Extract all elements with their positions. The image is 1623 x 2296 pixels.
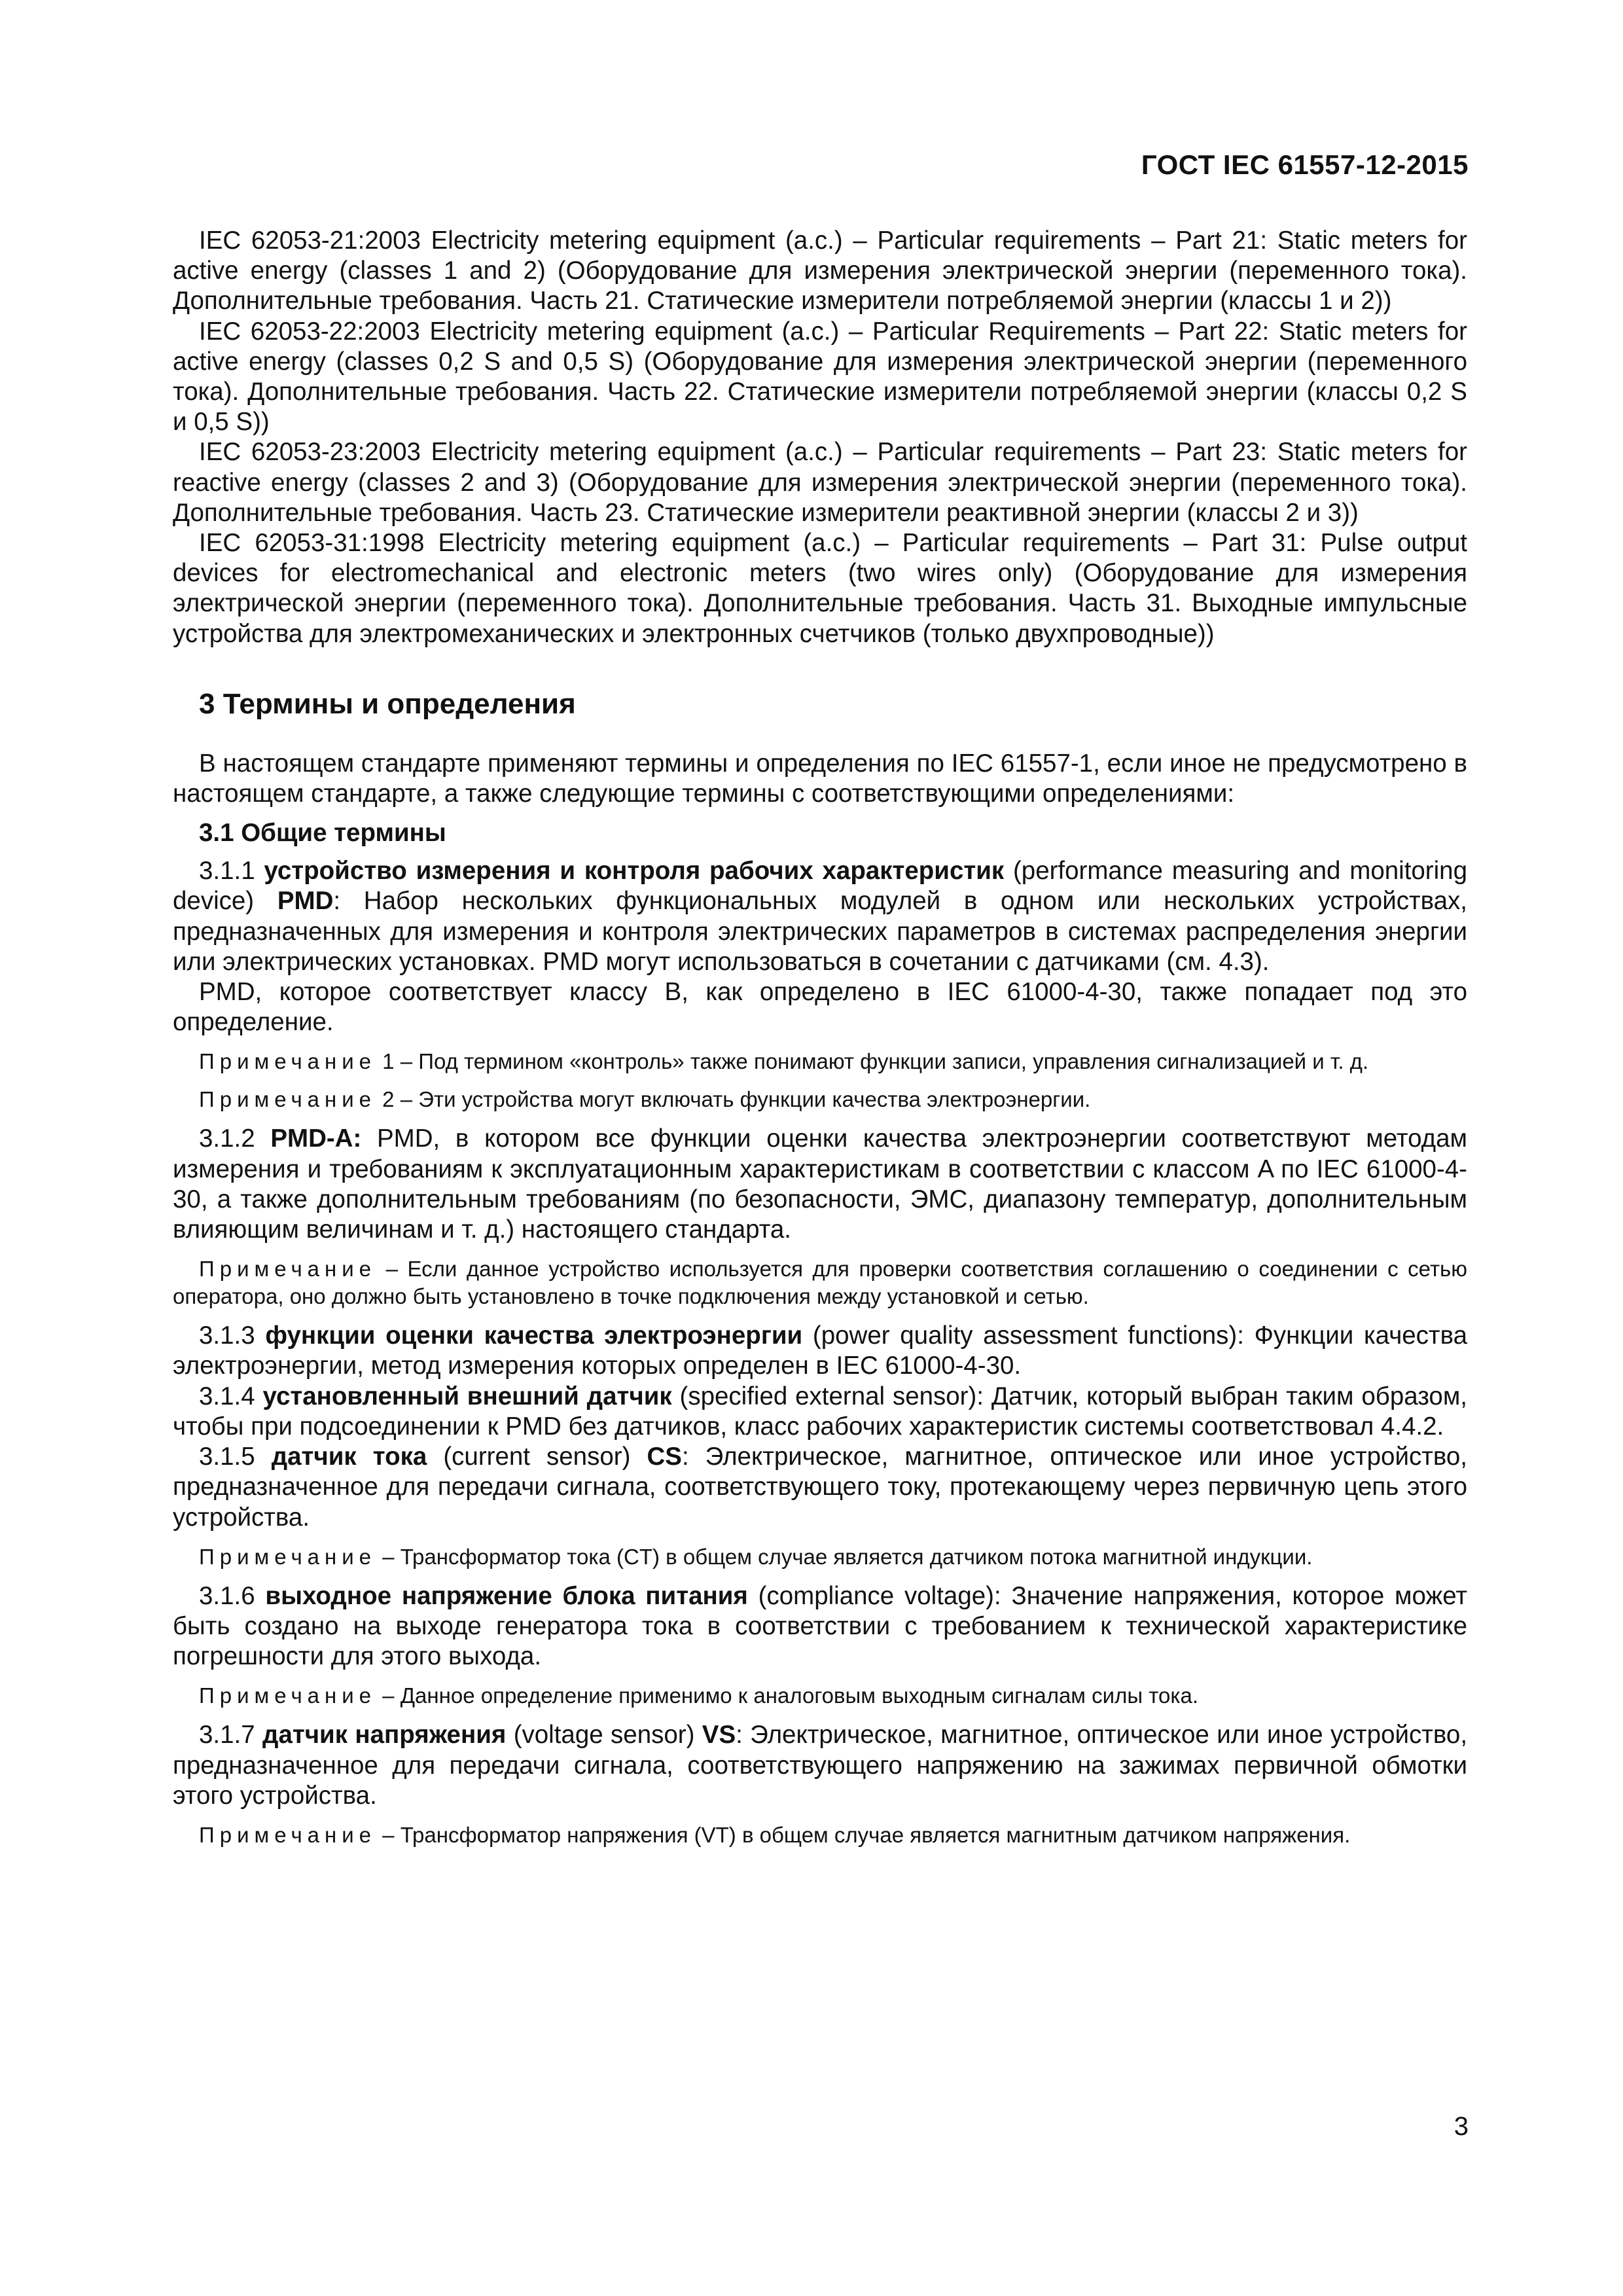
term-3-1-1-extra: PMD, которое соответствует классу B, как определено в IEC 61000-4-30, также попадает под это определение. xyxy=(173,978,1467,1037)
term-definition: : Электрическое, магнитное, оптическое или иное устройство, предназначенное для передачи сигнала, соответствующего напряжению на зажимах первичной обмотки этого устройства. xyxy=(173,1721,1468,1810)
note-label: Примечание xyxy=(199,1544,377,1569)
section-intro: В настоящем стандарте применяют термины и определения по IEC 61557-1, если иное не предусмотрено в настоящем стандарте, а также следующие термины с соответствующими определениями: xyxy=(173,749,1467,808)
note-text: – Трансформатор тока (CT) в общем случае является датчиком потока магнитной индукции. xyxy=(376,1544,1313,1569)
note-text: – Эти устройства могут включать функции качества электроэнергии. xyxy=(394,1087,1091,1112)
term-3-1-2 xyxy=(173,1124,1467,1245)
note-3-1-1-1 xyxy=(173,1048,1467,1075)
term-3-1-5 xyxy=(173,1442,1467,1533)
term-name: датчик тока xyxy=(271,1443,427,1471)
term-3-1-6 xyxy=(173,1581,1467,1672)
term-abbreviation: CS xyxy=(647,1443,682,1471)
note-3-1-7 xyxy=(173,1821,1467,1849)
term-number: 3.1.2 xyxy=(199,1124,271,1153)
term-definition: : Набор нескольких функциональных модулей в одном или нескольких устройствах, предназначенных для измерения и контроля электрических параметров в системах распределения энергии или электрических установках. PMD могут использоваться в сочетании с датчиками (см. 4.3). xyxy=(173,887,1467,976)
term-english: (current sensor) xyxy=(427,1443,647,1471)
term-definition: PMD, в котором все функции оценки качества электроэнергии соответствуют методам измерения и требованиям к эксплуатационным характеристикам в соответствии с классом A по IEC 61000-4-30, а также дополнительным требованиям (по безопасности, ЭМС, диапазону температур, дополнительным влияющим величинам и т. д.) настоящего стандарта. xyxy=(173,1124,1467,1244)
term-name: функции оценки качества электроэнергии xyxy=(265,1321,803,1350)
note-text: – Данное определение применимо к аналоговым выходным сигналам силы тока. xyxy=(376,1683,1199,1708)
term-english: (performance measuring and monitoring device) xyxy=(173,857,1468,916)
term-3-1-4 xyxy=(173,1382,1467,1442)
note-label: Примечание xyxy=(199,1049,377,1074)
term-abbreviation: PMD xyxy=(277,887,334,916)
normative-reference-3: IEC 62053-23:2003 Electricity metering equipment (a.c.) – Particular requirements – Part 23: Static meters for reactive energy (classes 2 and 3) (Оборудование для измерения электрической энергии (переменного тока). Дополнительные требования. Часть 23. Статические измерители реактивной энергии (классы 2 и 3)) xyxy=(173,438,1467,527)
subsection-heading: 3.1 Общие термины xyxy=(199,819,446,848)
page-number: 3 xyxy=(1454,2112,1469,2141)
note-number: 1 xyxy=(376,1049,395,1074)
section-heading: 3 Термины и определения xyxy=(199,687,576,720)
note-3-1-6 xyxy=(173,1682,1467,1710)
term-number: 3.1.3 xyxy=(199,1321,266,1350)
term-number: 3.1.7 xyxy=(199,1721,262,1749)
note-label: Примечание xyxy=(199,1822,377,1847)
term-definition: (power quality assessment functions): Функции качества электроэнергии, метод измерения которых определен в IEC 61000-4-30. xyxy=(173,1321,1467,1380)
page-body xyxy=(173,226,1467,1859)
term-number: 3.1.1 xyxy=(199,857,264,886)
note-number: 2 xyxy=(376,1087,395,1112)
note-3-1-5 xyxy=(173,1543,1467,1571)
term-definition: : Электрическое, магнитное, оптическое или иное устройство, предназначенное для передачи сигнала, соответствующего току, протекающему через первичную цепь этого устройства. xyxy=(173,1443,1467,1532)
normative-reference-4: IEC 62053-31:1998 Electricity metering equipment (a.c.) – Particular requirements – Part 31: Pulse output devices for electromechanical and electronic meters (two wires only) (Оборудование для измерения электрической энергии (переменного тока). Дополнительные требования. Часть 31. Выходные импульсные устройства для электромеханических и электронных счетчиков (только двухпроводные)) xyxy=(173,529,1467,648)
term-3-1-3 xyxy=(173,1321,1467,1381)
note-text: – Трансформатор напряжения (VT) в общем случае является магнитным датчиком напряжения. xyxy=(376,1822,1351,1847)
term-3-1-7 xyxy=(173,1720,1467,1811)
term-number: 3.1.4 xyxy=(199,1382,263,1410)
term-definition: (compliance voltage): Значение напряжения, которое может быть создано на выходе генератора тока в соответствии с требованием к технической характеристике погрешности для этого выхода. xyxy=(173,1581,1468,1671)
note-text: – Если данное устройство используется для проверки соответствия соглашению о соединении с сетью оператора, оно должно быть установлено в точке подключения между установкой и сетью. xyxy=(173,1257,1467,1309)
document-code-header: ГОСТ IEC 61557-12-2015 xyxy=(1141,149,1469,180)
term-abbreviation: VS xyxy=(702,1721,736,1749)
note-label: Примечание xyxy=(199,1257,377,1282)
term-definition: (specified external sensor): Датчик, который выбран таким образом, чтобы при подсоединении к PMD без датчиков, класс рабочих характеристик системы соответствовал 4.4.2. xyxy=(173,1382,1468,1441)
normative-reference-1: IEC 62053-21:2003 Electricity metering equipment (a.c.) – Particular requirements – Part 21: Static meters for active energy (classes 1 and 2) (Оборудование для измерения электрической энергии (переменного тока). Дополнительные требования. Часть 21. Статические измерители потребляемой энергии (классы 1 и 2)) xyxy=(173,226,1467,315)
term-name: PMD-A: xyxy=(270,1124,362,1153)
term-3-1-1 xyxy=(173,856,1467,977)
note-label: Примечание xyxy=(199,1087,377,1112)
term-english: (voltage sensor) xyxy=(506,1721,702,1749)
term-name: выходное напряжение блока питания xyxy=(265,1581,748,1610)
note-3-1-1-2 xyxy=(173,1086,1467,1113)
term-number: 3.1.6 xyxy=(199,1581,266,1610)
note-text: – Под термином «контроль» также понимают функции записи, управления сигнализацией и т. д. xyxy=(394,1049,1369,1074)
term-number: 3.1.5 xyxy=(199,1443,272,1471)
term-name: датчик напряжения xyxy=(262,1721,507,1749)
term-name: устройство измерения и контроля рабочих характеристик xyxy=(264,857,1005,886)
note-3-1-2 xyxy=(173,1255,1467,1310)
normative-reference-2: IEC 62053-22:2003 Electricity metering equipment (a.c.) – Particular Requirements – Part 22: Static meters for active energy (classes 0,2 S and 0,5 S) (Оборудование для измерения электрической энергии (переменного тока). Дополнительные требования. Часть 22. Статические измерители потребляемой энергии (классы 0,2 S и 0,5 S)) xyxy=(173,317,1467,437)
term-name: установленный внешний датчик xyxy=(262,1382,672,1410)
note-label: Примечание xyxy=(199,1683,377,1708)
